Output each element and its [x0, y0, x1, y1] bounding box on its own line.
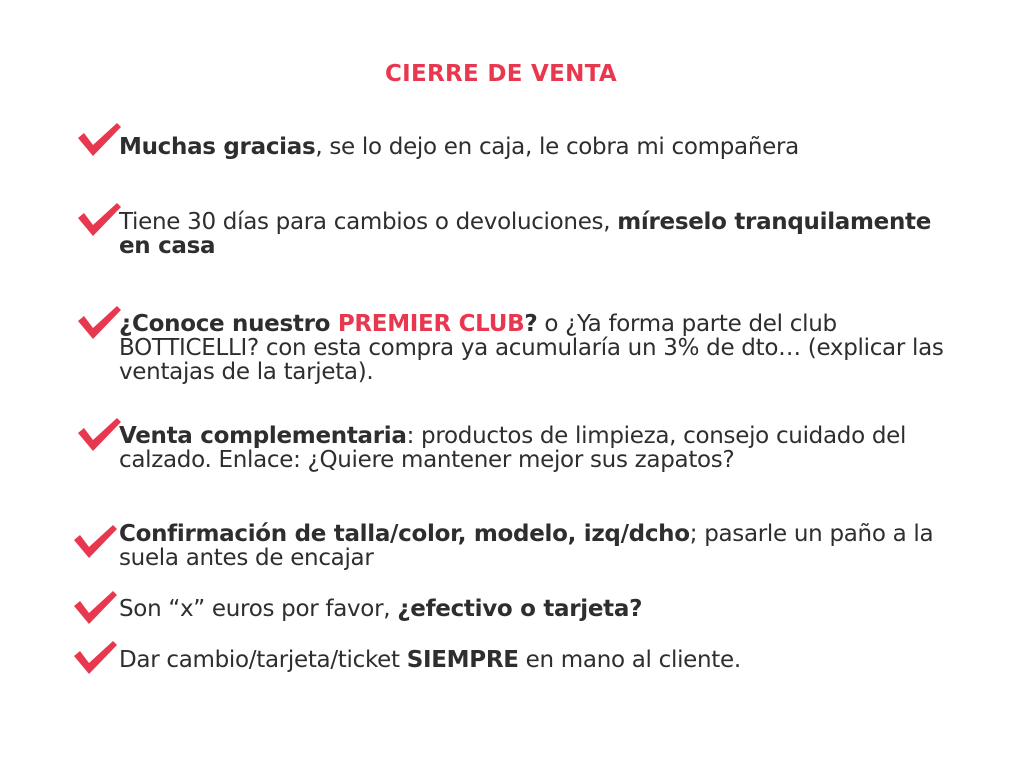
item-text: Venta complementaria: productos de limpieza, consejo cuidado del calzado. Enlace: ¿Quiere mantener mejor sus zapatos?: [119, 423, 907, 473]
check-mark-icon: [76, 202, 122, 238]
item-text: ¿Conoce nuestro PREMIER CLUB? o ¿Ya forma parte del club BOTTICELLI? con esta compra ya acumularía un 3% de dto… (explicar las ventajas de la tarjeta).: [119, 311, 944, 385]
item-text: Confirmación de talla/color, modelo, izq/dcho; pasarle un paño a la suela antes de encajar: [119, 521, 934, 571]
check-mark-icon: [76, 305, 122, 341]
check-mark-icon: [72, 640, 118, 676]
item-text: Dar cambio/tarjeta/ticket SIEMPRE en mano al cliente.: [119, 647, 741, 673]
item-text: Son “x” euros por favor, ¿efectivo o tarjeta?: [119, 596, 643, 622]
check-mark-icon: [72, 590, 118, 626]
check-mark-icon: [72, 524, 118, 560]
item-text: Tiene 30 días para cambios o devoluciones, míreselo tranquilamente en casa: [119, 209, 932, 259]
item-text: Muchas gracias, se lo dejo en caja, le cobra mi compañera: [119, 134, 799, 160]
check-mark-icon: [76, 417, 122, 453]
check-mark-icon: [76, 122, 122, 158]
slide-title: CIERRE DE VENTA: [384, 61, 618, 87]
